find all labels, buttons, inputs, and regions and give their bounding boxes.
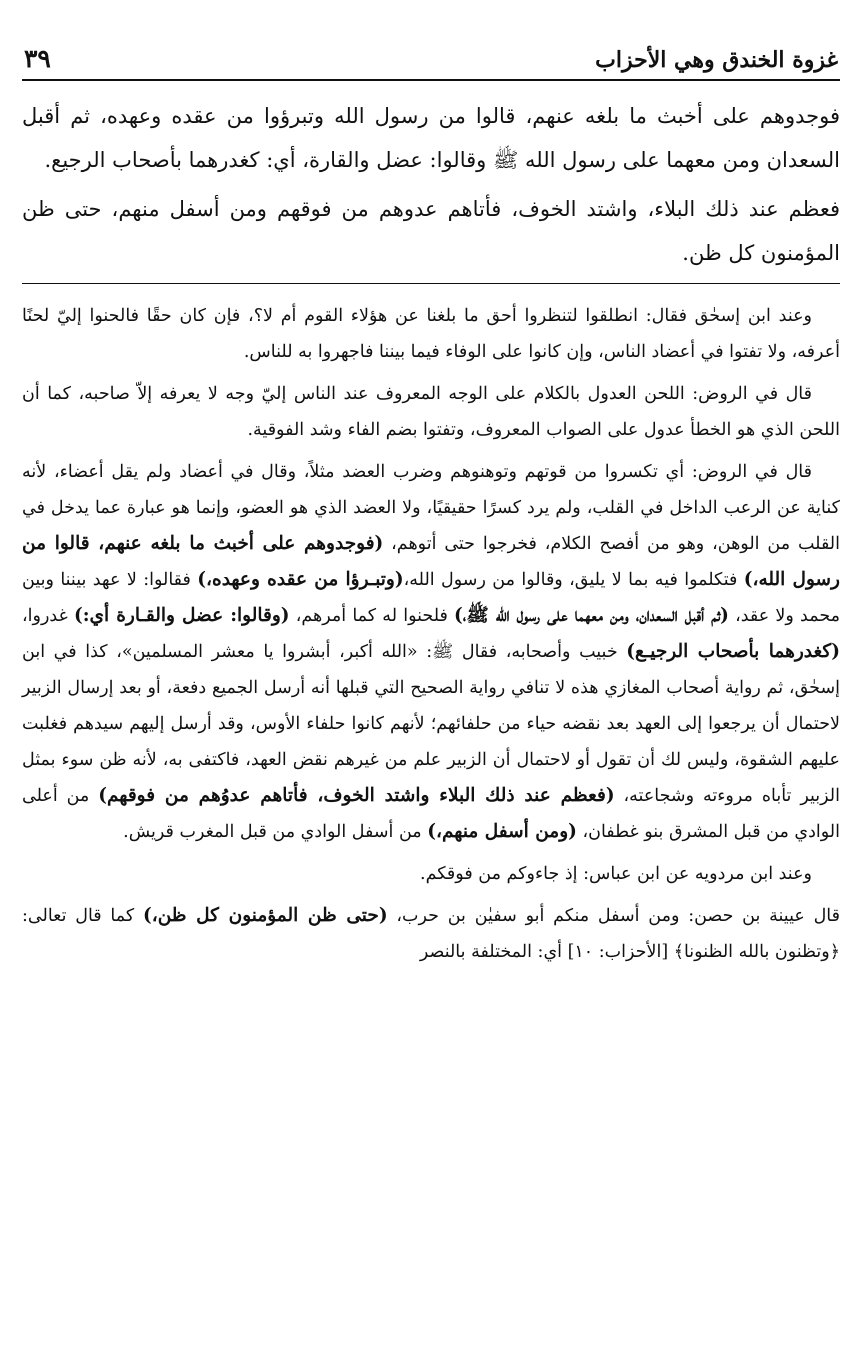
quoted-matn: (فعظم عند ذلك البلاء واشتد الخوف، فأتاهم عدوُهم من فوقهم) (98, 785, 615, 806)
commentary-text: من أسفل الوادي من قبل المغرب قريش. (123, 822, 428, 842)
commentary-text: فقالوا: لا عهد بيننا وبين محمد ولا عقد، (22, 570, 841, 626)
matn-paragraph: فعظم عند ذلك البلاء، واشتد الخوف، فأتاهم عدوهم من فوقهم ومن أسفل منهم، حتى ظن المؤمنون كل ظن. (22, 197, 840, 265)
quoted-matn: (وتبـرؤا من عقده وعهده،) (197, 569, 404, 590)
commentary-text: فلحنوا له كما أمرهم، (289, 606, 455, 626)
page-number: ٣٩ (24, 44, 51, 73)
commentary-paragraph: وعند ابن مردويه عن ابن عباس: إذ جاءوكم من فوقكم. (420, 864, 812, 884)
commentary-paragraph: قال في الروض: اللحن العدول بالكلام على الوجه المعروف عند الناس إليّ وجه لا يعرفه إلاّ صاحبه، كما أن اللحن الذي هو الخطأ عدول على الصواب المعروف، وتفتوا بضم الفاء وشد الفوقية. (22, 384, 840, 440)
commentary-paragraph (22, 454, 840, 850)
quoted-matn: (ومن أسفل منهم،) (427, 821, 577, 842)
quoted-matn: (ثم أقبل السعدان، ومن معهما على رسول الله ﷺ،) (454, 605, 729, 626)
commentary-paragraph (22, 898, 840, 970)
commentary-text: فتكلموا فيه بما لا يليق، وقالوا من رسول الله، (403, 570, 744, 590)
quoted-matn: (حتى ظن المؤمنون كل ظن،) (142, 905, 388, 926)
commentary-text: خبيب وأصحابه، فقال ﷺ: «الله أكبر، أبشروا يا معشر المسلمين»، كذا في ابن إسحٰق، ثم رواية أصحاب المغازي هذه لا تنافي رواية الصحيح التي قبلها أنه أرسل الجميع دفعة، أو بعد إرسال الزبير لاحتمال أن يرجعوا إلى العهد بعد نقضه حياء من حلفائهم؛ لأنهم كانوا حلفاء الأوس، وقد أرسل إليهم سيدهم فغلبت عليهم الشقوة، وليس لك أن تقول أو لاحتمال أن الزبير علم من غيرهم نقض العهد، فاكتفى به، لأنه ظن سوء بمثل الزبير تأباه مروءته وشجاعته، (22, 642, 840, 806)
quoted-matn: (كغدرهما بأصحاب الرجيـع) (626, 641, 840, 662)
commentary-text: قال في الروض: أي تكسروا من قوتهم وتوهنوهم وضرب العضد مثلاً، وقال في أعضاد ولم يقل أعضاء، لأنه كناية عن الرعب الداخل في القلب، ولم يرد كسرًا حقيقيًا، ولا العضد الذي هو العضو، وإنما هو عبارة عما يدخل في القلب من الوهن، وهو من أفصح الكلام، فخرجوا حتى أتوهم، (22, 462, 840, 554)
commentary-paragraph: وعند ابن إسحٰق فقال: انطلقوا لتنظروا أحق ما بلغنا عن هؤلاء القوم أم لا؟، فإن كان حقًا فالحنوا إليّ لحنًا أعرفه، ولا تفتوا في أعضاد الناس، وإن كانوا على الوفاء فيما بيننا فاجهروا به للناس. (22, 306, 840, 362)
main-text (22, 95, 840, 275)
chapter-title: غزوة الخندق وهي الأحزاب (595, 47, 838, 73)
quoted-matn: (وقالوا: عضل والقـارة أي:) (73, 605, 290, 626)
commentary-text: غدروا، (22, 606, 74, 626)
commentary (22, 298, 840, 970)
commentary-text: كما قال تعالى: ﴿وتظنون بالله الظنونا﴾ [الأحزاب: ١٠] أي: المختلفة بالنصر (22, 906, 840, 962)
commentary-text: قال عيينة بن حصن: ومن أسفل منكم أبو سفيٰن بن حرب، (387, 906, 840, 926)
running-header (22, 44, 840, 81)
matn-paragraph: فوجدوهم على أخبث ما بلغه عنهم، قالوا من رسول الله وتبرؤوا من عقده وعهده، ثم أقبل السعدان ومن معهما على رسول الله ﷺ وقالوا: عضل والقارة، أي: كغدرهما بأصحاب الرجيع. (22, 104, 840, 172)
text-commentary-divider (22, 283, 840, 284)
commentary-text: من أعلى الوادي من قبل المشرق بنو غطفان، (22, 786, 840, 842)
quoted-matn: (فوجدوهم على أخبث ما بلغه عنهم، قالوا من رسول الله،) (22, 533, 840, 590)
